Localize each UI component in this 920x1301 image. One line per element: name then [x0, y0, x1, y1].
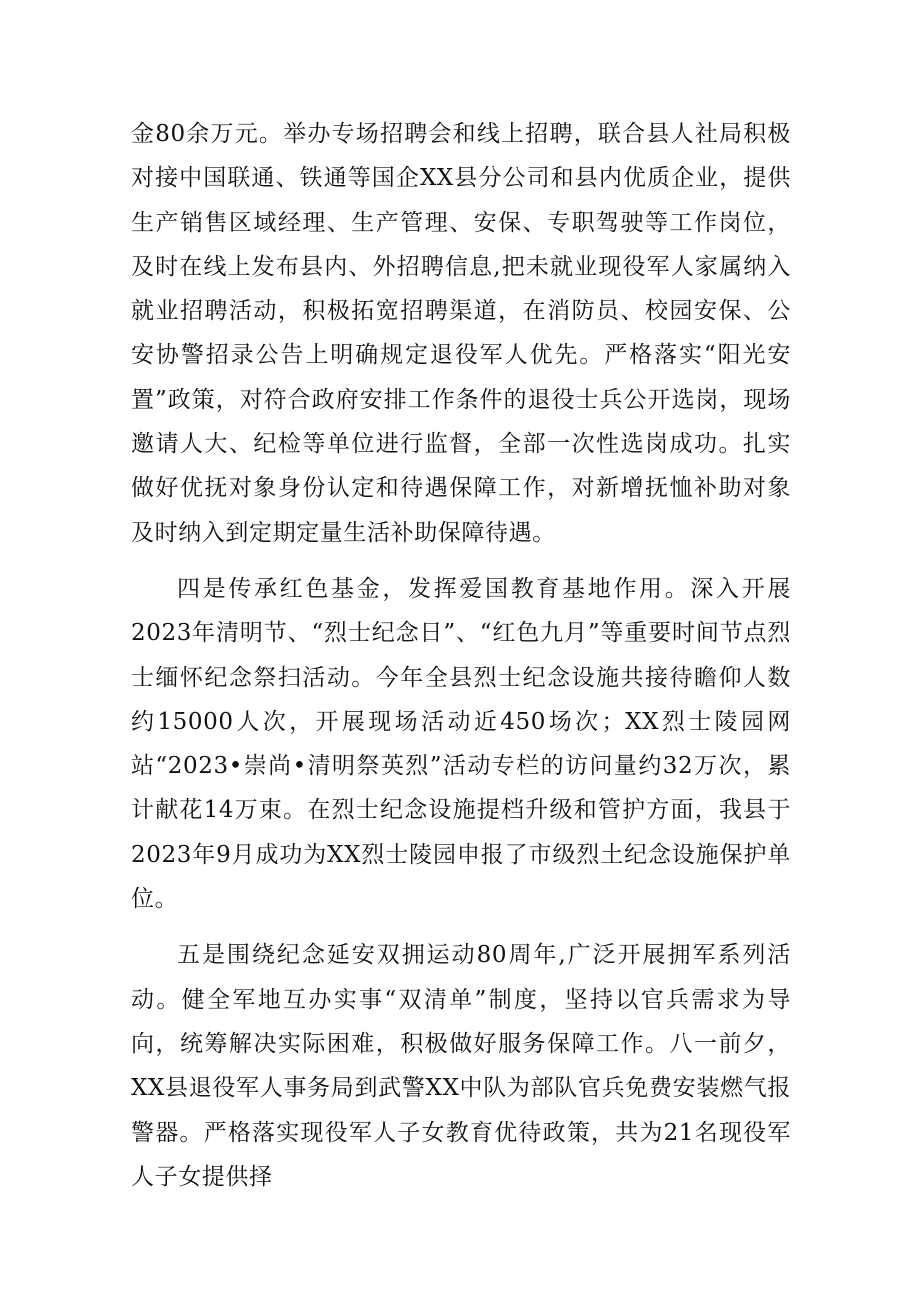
- paragraph-double-support: 五是围绕纪念延安双拥运动80周年,广泛开展拥军系列活动。健全军地互办实事“双清单”制度，坚持以官兵需求为导向，统筹解决实际困难，积极做好服务保障工作。八一前夕，XX县退役军人事务局到武警XX中队为部队官兵免费安装燃气报警器。严格落实现役军人子女教育优待政策，共为21名现役军人子女提供择: [131, 942, 791, 1190]
- document-body: [131, 112, 791, 1211]
- paragraph-employment-placement: 金80余万元。举办专场招聘会和线上招聘，联合县人社局积极对接中国联通、铁通等国企XX县分公司和县内优质企业，提供生产销售区域经理、生产管理、安保、专职驾驶等工作岗位，及时在线上发布县内、外招聘信息,把未就业现役军人家属纳入就业招聘活动，积极拓宽招聘渠道，在消防员、校园安保、公安协警招录公告上明确规定退役军人优先。严格落实“阳光安置”政策，对符合政府安排工作条件的退役士兵公开选岗，现场邀请人大、纪检等单位进行监督，全部一次性选岗成功。扎实做好优抚对象身份认定和待遇保障工作，对新增抚恤补助对象及时纳入到定期定量生活补助保障待遇。: [131, 121, 791, 546]
- paragraph-red-heritage: 四是传承红色基金，发挥爱国教育基地作用。深入开展2023年清明节、“烈士纪念日”、“红色九月”等重要时间节点烈士缅怀纪念祭扫活动。今年全县烈士纪念设施共接待瞻仰人数约15000人次，开展现场活动近450场次；XX烈士陵园网站“2023•崇尚•清明祭英烈”活动专栏的访问量约32万次，累计献花14万束。在烈士纪念设施提档升级和管护方面，我县于2023年9月成功为XX烈士陵园申报了市级烈土纪念设施保护单位。: [131, 575, 791, 913]
